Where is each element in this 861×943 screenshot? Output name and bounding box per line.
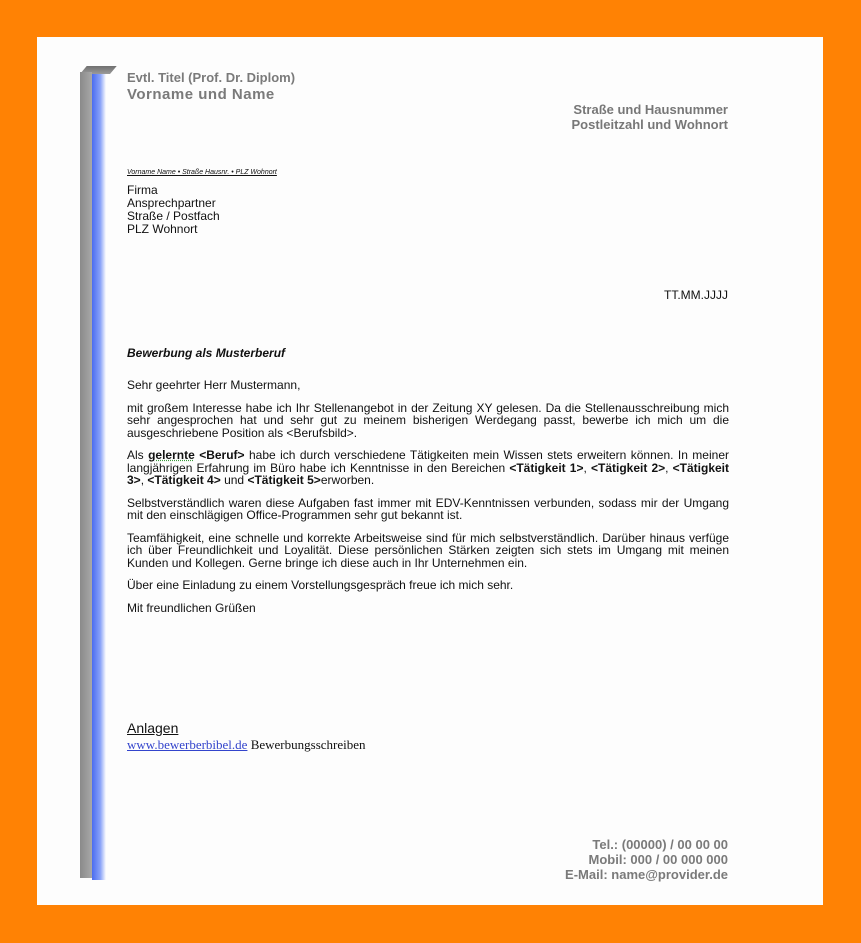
paragraph: Teamfähigkeit, eine schnelle und korrekte Arbeitsweise sind für mich selbstverständlich. Darüber hinaus verfüge ich über Freundlichkeit und Loyalität. Diese persönlichen Stärken zeigten sich stets im Umgang mit meinen Kunden und Kollegen. Gerne bringe ich diese auch in Ihr Unternehmen ein. bbox=[127, 530, 729, 570]
contact-block bbox=[565, 837, 728, 882]
paragraph: Über eine Einladung zu einem Vorstellungsgespräch freue ich mich sehr. bbox=[127, 578, 514, 592]
letter-body bbox=[127, 379, 729, 624]
header-title: Evtl. Titel (Prof. Dr. Diplom) bbox=[127, 70, 296, 85]
attachments-label: Anlagen bbox=[127, 720, 179, 736]
subject: Bewerbung als Musterberuf bbox=[127, 346, 286, 360]
recipient-line: PLZ Wohnort bbox=[127, 222, 198, 236]
website-link[interactable]: www.bewerberbibel.de bbox=[127, 737, 248, 752]
closing: Mit freundlichen Grüßen bbox=[127, 600, 256, 615]
street: Straße und Hausnummer bbox=[573, 102, 728, 117]
spellcheck-word: gelernte bbox=[148, 448, 195, 462]
decorative-bar bbox=[92, 74, 106, 880]
recipient-line: Straße / Postfach bbox=[127, 209, 220, 223]
decorative-bar-shadow bbox=[80, 72, 92, 878]
city: Postleitzahl und Wohnort bbox=[571, 117, 728, 132]
recipient-block bbox=[127, 184, 220, 236]
paragraph: mit großem Interesse habe ich Ihr Stellenangebot in der Zeitung XY gelesen. Da die Stellenausschreibung mich sehr angesprochen hat und sehr gut zu meinem bisherigen Werdegang passt, bewerbe ich mich um die ausgeschriebene Position als <Berufsbild>. bbox=[127, 400, 729, 440]
header-name: Vorname und Name bbox=[127, 86, 275, 103]
paragraph: Als gelernte <Beruf> habe ich durch verschiedene Tätigkeiten mein Wissen stets erweitern können. In meiner langjährigen Erfahrung im Büro habe ich Kenntnisse in den Bereichen <Tätigkeit 1>, <Tätigkeit 2>, <Tätigkeit 3>, <Tätigkeit 4> und <Tätigkeit 5>erworben. bbox=[127, 448, 730, 487]
phone: Tel.: (00000) / 00 00 00 bbox=[592, 837, 728, 852]
sender-address bbox=[572, 102, 728, 132]
salutation: Sehr geehrter Herr Mustermann, bbox=[127, 378, 301, 392]
date: TT.MM.JJJJ bbox=[664, 288, 728, 302]
sender-line: Vorname Name • Straße Hausnr. • PLZ Wohnort bbox=[127, 169, 277, 176]
paragraph: Selbstverständlich waren diese Aufgaben fast immer mit EDV-Kenntnissen verbunden, sodass mir der Umgang mit den einschlägigen Office-Programmen sehr gut bekannt ist. bbox=[127, 495, 729, 522]
email: E-Mail: name@provider.de bbox=[565, 867, 728, 882]
mobile: Mobil: 000 / 00 000 000 bbox=[588, 852, 728, 867]
attachments-line: www.bewerberbibel.de Bewerbungsschreiben bbox=[127, 737, 366, 752]
recipient-line: Firma bbox=[127, 183, 158, 197]
recipient-line: Ansprechpartner bbox=[127, 196, 216, 210]
